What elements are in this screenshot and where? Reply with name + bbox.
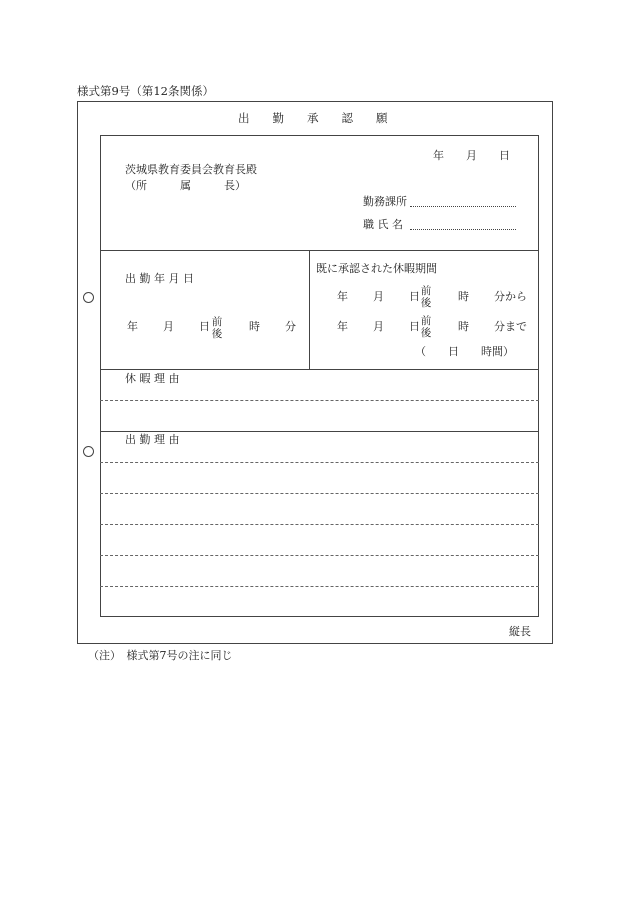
writing-line[interactable] [100, 462, 539, 463]
binding-hole-mark [83, 446, 94, 457]
pm-label: 後 [211, 328, 223, 340]
work-hour-unit: 時 [249, 320, 260, 333]
leave-to-month: 月 [373, 320, 384, 333]
writing-line[interactable] [100, 400, 539, 401]
leave-from-ampm [419, 285, 433, 309]
writing-line[interactable] [100, 586, 539, 587]
office-label: 勤務課所 [363, 195, 407, 208]
work-year-unit: 年 [127, 320, 138, 333]
leave-to-year: 年 [337, 320, 348, 333]
divider [100, 250, 539, 251]
office-field[interactable] [410, 206, 516, 207]
leave-to-minute: 分まで [494, 320, 527, 333]
pm-label: 後 [420, 297, 432, 309]
leave-to-hour: 時 [458, 320, 469, 333]
leave-from-year: 年 [337, 290, 348, 303]
binding-hole-mark [83, 292, 94, 303]
am-label: 前 [420, 315, 432, 327]
am-label: 前 [420, 285, 432, 297]
leave-total: （ 日 時間） [415, 345, 514, 358]
work-date-heading: 出 勤 年 月 日 [125, 272, 194, 285]
writing-line[interactable] [100, 555, 539, 556]
leave-to-ampm [419, 315, 433, 339]
work-ampm [210, 316, 224, 340]
work-month-unit: 月 [163, 320, 174, 333]
form-title: 出 勤 承 認 願 [238, 111, 388, 125]
footnote: （注） 様式第7号の注に同じ [88, 649, 233, 662]
work-minute-unit: 分 [285, 320, 296, 333]
leave-from-day: 日 [409, 290, 420, 303]
divider [100, 369, 539, 370]
via-head: （所 属 長） [125, 179, 246, 192]
am-label: 前 [211, 316, 223, 328]
column-divider [309, 250, 310, 369]
leave-from-minute: 分から [494, 290, 527, 303]
leave-from-month: 月 [373, 290, 384, 303]
orientation-label: 縦長 [509, 625, 531, 638]
approved-leave-heading: 既に承認された休暇期間 [316, 262, 437, 275]
application-date: 年 月 日 [433, 149, 510, 162]
writing-line[interactable] [100, 493, 539, 494]
pm-label: 後 [420, 327, 432, 339]
work-reason-label: 出 勤 理 由 [125, 433, 180, 446]
work-day-unit: 日 [199, 320, 210, 333]
leave-to-day: 日 [409, 320, 420, 333]
name-label: 職 氏 名 [363, 218, 403, 231]
divider [100, 431, 539, 432]
leave-reason-label: 休 暇 理 由 [125, 372, 180, 385]
leave-from-hour: 時 [458, 290, 469, 303]
writing-line[interactable] [100, 524, 539, 525]
form-number: 様式第9号（第12条関係） [77, 84, 214, 98]
name-field[interactable] [410, 229, 516, 230]
addressee: 茨城県教育委員会教育長殿 [125, 163, 257, 176]
